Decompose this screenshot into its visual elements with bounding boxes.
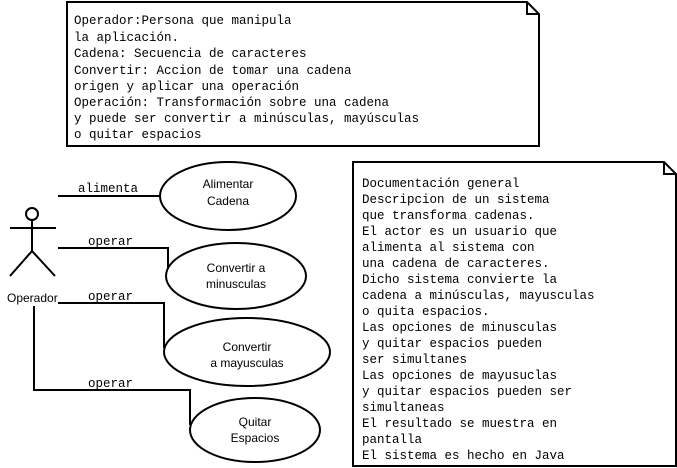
note-right-line: o quita espacios. xyxy=(362,305,490,319)
note-right-line: y quitar espacios pueden xyxy=(362,337,543,351)
note-top-line: Operador:Persona que manipula xyxy=(74,14,292,28)
use-case-convertir-minusculas xyxy=(166,243,306,309)
use-case-alimentar-cadena xyxy=(160,162,296,230)
use-case-label: Convertir a xyxy=(206,261,266,275)
use-case-label: Convertir xyxy=(222,340,272,354)
use-case-label: Quitar xyxy=(238,415,272,429)
note-right-line: cadena a minúsculas, mayusculas xyxy=(362,289,595,303)
association-label: operar xyxy=(88,235,134,249)
actor-operador xyxy=(7,208,58,305)
use-case-quitar-espacios xyxy=(190,398,320,462)
note-top-line: origen y aplicar una operación xyxy=(74,80,300,94)
note-top xyxy=(67,2,539,146)
note-right-line: Documentación general xyxy=(362,177,520,191)
note-right-line: una cadena de caracteres. xyxy=(362,257,550,271)
note-right-line: ser simultanes xyxy=(362,353,468,367)
note-right-line: El actor es un usuario que xyxy=(362,225,558,239)
association-label: operar xyxy=(88,290,134,304)
note-right-line: y quitar espacios pueden ser xyxy=(362,385,573,399)
actor-name: Operador xyxy=(7,291,58,305)
note-top-line: Convertir: Accion de tomar una cadena xyxy=(74,64,352,78)
association-operar-mayusculas xyxy=(58,290,164,348)
note-right-line: Las opciones de minusculas xyxy=(362,321,558,335)
use-case-label: Cadena xyxy=(206,194,250,208)
association-operar-espacios xyxy=(34,306,190,425)
note-right-line: Dicho sistema convierte la xyxy=(362,273,558,287)
association-label: alimenta xyxy=(78,182,139,196)
note-right-line: El sistema es hecho en Java xyxy=(362,449,565,463)
note-right-line: Descripcion de un sistema xyxy=(362,193,550,207)
use-case-convertir-mayusculas xyxy=(164,318,330,386)
use-case-label: Espacios xyxy=(230,431,280,445)
note-top-line: o quitar espacios xyxy=(74,128,202,142)
note-top-line: y puede ser convertir a minúsculas, mayúsculas xyxy=(74,112,420,126)
association-alimenta xyxy=(58,182,160,196)
association-label: operar xyxy=(88,377,134,391)
note-right-line: Las opciones de mayusuclas xyxy=(362,369,558,383)
note-top-line: Cadena: Secuencia de caracteres xyxy=(74,47,307,61)
note-right-line: pantalla xyxy=(362,433,423,447)
note-right xyxy=(353,162,676,466)
note-right-line: El resultado se muestra en xyxy=(362,417,558,431)
note-top-line: Operación: Transformación sobre una cadena xyxy=(74,96,390,110)
note-right-line: alimenta al sistema con xyxy=(362,241,535,255)
use-case-label: a mayusculas xyxy=(210,356,284,370)
stick-figure-icon xyxy=(10,208,56,276)
note-right-line: que transforma cadenas. xyxy=(362,209,535,223)
note-right-line: simultaneas xyxy=(362,401,445,415)
use-case-label: Alimentar xyxy=(202,177,254,191)
use-case-label: minusculas xyxy=(205,277,267,291)
note-top-line: la aplicación. xyxy=(74,31,180,45)
association-operar-minusculas xyxy=(58,235,168,270)
